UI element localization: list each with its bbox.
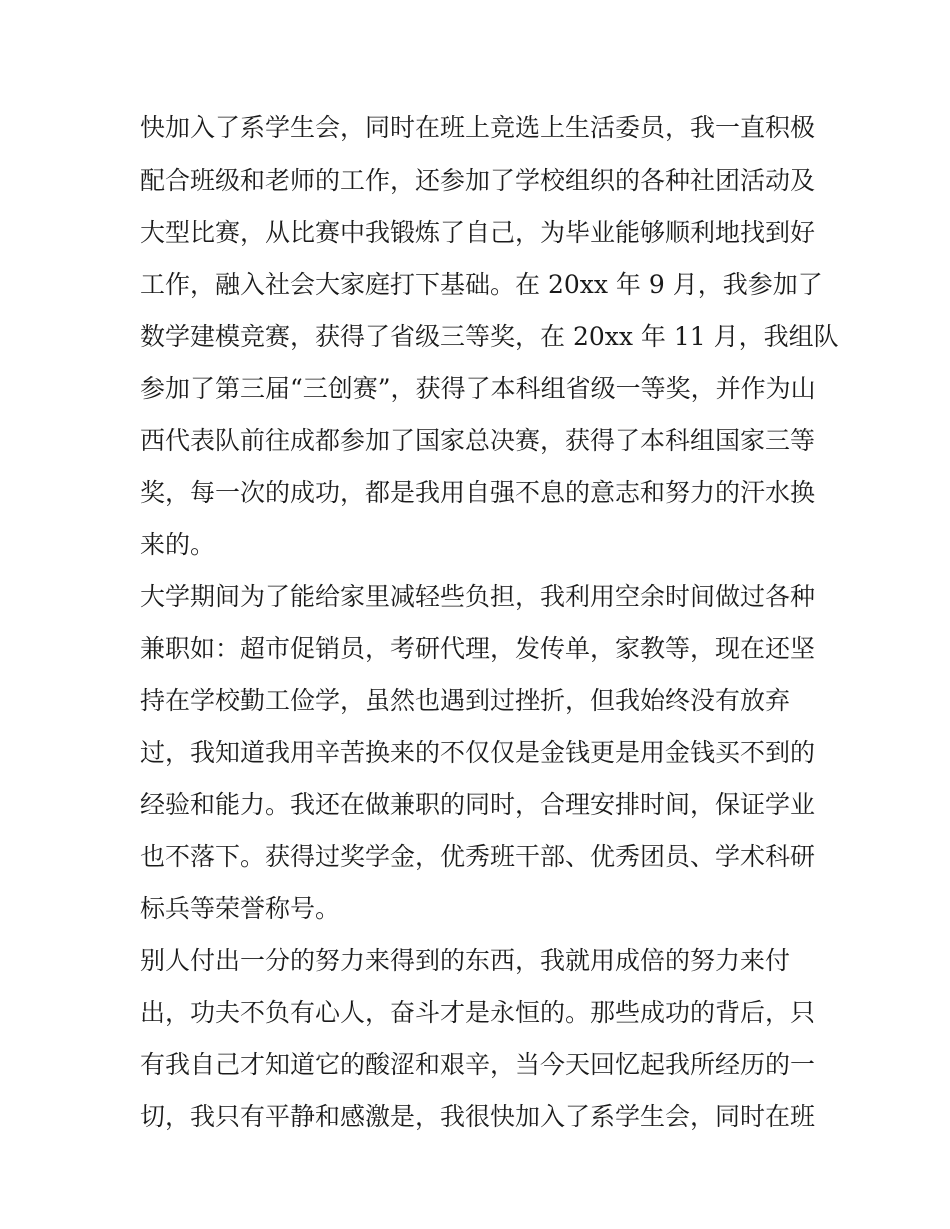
text-line: 过，我知道我用辛苦换来的不仅仅是金钱更是用金钱买不到的	[140, 738, 816, 767]
text-line: 兼职如：超市促销员，考研代理，发传单，家教等，现在还坚	[140, 634, 816, 663]
text-line: 标兵等荣誉称号。	[140, 894, 341, 923]
text-line: 持在学校勤工俭学，虽然也遇到过挫折，但我始终没有放弃	[140, 686, 791, 715]
text-line: 切，我只有平静和感激是，我很快加入了系学生会，同时在班	[140, 1102, 816, 1131]
text-line: 奖，每一次的成功，都是我用自强不息的意志和努力的汗水换	[140, 478, 816, 507]
text-line: 工作，融入社会大家庭打下基础。在 20xx 年 9 月，我参加了	[140, 270, 823, 299]
text-line: 有我自己才知道它的酸涩和艰辛，当今天回忆起我所经历的一	[140, 1050, 816, 1079]
text-line: 西代表队前往成都参加了国家总决赛，获得了本科组国家三等	[140, 426, 816, 455]
text-line: 也不落下。获得过奖学金，优秀班干部、优秀团员、学术科研	[140, 842, 816, 871]
text-line: 配合班级和老师的工作，还参加了学校组织的各种社团活动及	[140, 166, 816, 195]
text-line: 别人付出一分的努力来得到的东西，我就用成倍的努力来付	[140, 946, 791, 975]
text-line: 大学期间为了能给家里减轻些负担，我利用空余时间做过各种	[140, 582, 816, 611]
text-line: 大型比赛，从比赛中我锻炼了自己，为毕业能够顺利地找到好	[140, 218, 816, 247]
text-line: 经验和能力。我还在做兼职的同时，合理安排时间，保证学业	[140, 790, 816, 819]
text-line: 数学建模竞赛，获得了省级三等奖，在 20xx 年 11 月，我组队	[140, 322, 839, 351]
text-line: 出，功夫不负有心人，奋斗才是永恒的。那些成功的背后，只	[140, 998, 816, 1027]
text-line: 参加了第三届“三创赛”，获得了本科组省级一等奖，并作为山	[140, 374, 816, 403]
text-line: 来的。	[140, 530, 216, 559]
text-line: 快加入了系学生会，同时在班上竞选上生活委员，我一直积极	[140, 113, 816, 142]
